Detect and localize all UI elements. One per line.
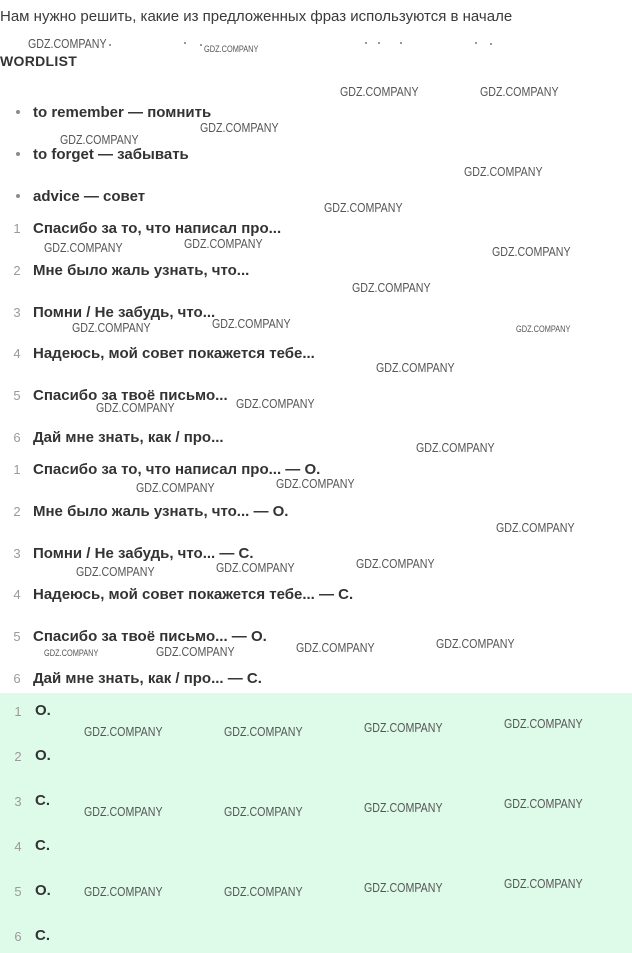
item-number: 1 (13, 461, 21, 477)
watermark: GDZ.COMPANY (72, 320, 151, 335)
bullet (16, 152, 20, 156)
marked-phrase-text: Спасибо за твоё письмо... — O. (33, 627, 267, 645)
watermark: GDZ.COMPANY (504, 796, 583, 811)
watermark: GDZ.COMPANY (496, 520, 575, 535)
wordlist-item-text: to remember — помнить (33, 103, 212, 121)
speck (184, 42, 186, 44)
item-number: 5 (13, 387, 21, 403)
speck (365, 42, 367, 44)
watermark: GDZ.COMPANY (356, 556, 435, 571)
watermark: GDZ.COMPANY (352, 280, 431, 295)
item-number: 4 (13, 586, 21, 602)
watermark: GDZ.COMPANY (376, 360, 455, 375)
answer-value: C. (35, 927, 50, 944)
marked-phrase-text: Надеюсь, мой совет покажется тебе... — C. (33, 585, 354, 603)
answer-number: 2 (14, 749, 22, 764)
speck (378, 42, 380, 44)
marked-phrase-text: Спасибо за то, что написал про... — O. (33, 460, 321, 478)
answer-value: O. (35, 702, 51, 719)
watermark: GDZ.COMPANY (84, 804, 163, 819)
watermark: GDZ.COMPANY (76, 564, 155, 579)
speck (400, 42, 402, 44)
answer-value: O. (35, 747, 51, 764)
item-number: 1 (13, 220, 21, 236)
watermark: GDZ.COMPANY (84, 724, 163, 739)
watermark: GDZ.COMPANY (492, 244, 571, 259)
speck (475, 42, 477, 44)
item-number: 3 (13, 545, 21, 561)
watermark: GDZ.COMPANY (364, 800, 443, 815)
speck (490, 43, 492, 45)
watermark: GDZ.COMPANY (96, 400, 175, 415)
watermark: GDZ.COMPANY (516, 324, 571, 334)
watermark: GDZ.COMPANY (44, 240, 123, 255)
answer-value: O. (35, 882, 51, 899)
watermark: GDZ.COMPANY (156, 644, 235, 659)
watermark: GDZ.COMPANY (212, 316, 291, 331)
bullet (16, 194, 20, 198)
watermark: GDZ.COMPANY (340, 84, 419, 99)
watermark: GDZ.COMPANY (324, 200, 403, 215)
watermark: GDZ.COMPANY (504, 716, 583, 731)
phrase-text: Спасибо за твоё письмо... (33, 386, 228, 404)
phrase-text: Помни / Не забудь, что... (33, 303, 216, 321)
answer-value: C. (35, 792, 50, 809)
watermark: GDZ.COMPANY (504, 876, 583, 891)
marked-phrase-text: Помни / Не забудь, что... — C. (33, 544, 254, 562)
item-number: 2 (13, 503, 21, 519)
watermark: GDZ.COMPANY (480, 84, 559, 99)
watermark: GDZ.COMPANY (224, 884, 303, 899)
watermark: GDZ.COMPANY (364, 720, 443, 735)
item-number: 6 (13, 670, 21, 686)
watermark: GDZ.COMPANY (276, 476, 355, 491)
answer-value: C. (35, 837, 50, 854)
wordlist-heading: WORDLIST (0, 53, 78, 69)
watermark: GDZ.COMPANY (224, 804, 303, 819)
answer-number: 3 (14, 794, 22, 809)
phrase-text: Дай мне знать, как / про... (33, 428, 224, 446)
bullet (16, 110, 20, 114)
speck (109, 44, 111, 46)
watermark: GDZ.COMPANY (436, 636, 515, 651)
watermark: GDZ.COMPANY (364, 880, 443, 895)
wordlist-item-text: to forget — забывать (33, 145, 189, 163)
item-number: 6 (13, 429, 21, 445)
answer-number: 1 (14, 704, 22, 719)
phrase-text: Спасибо за то, что написал про... (33, 219, 282, 237)
item-number: 3 (13, 304, 21, 320)
speck (200, 44, 202, 46)
wordlist-item-text: advice — совет (33, 187, 146, 205)
watermark: GDZ.COMPANY (216, 560, 295, 575)
item-number: 5 (13, 628, 21, 644)
watermark: GDZ.COMPANY (224, 724, 303, 739)
watermark: GDZ.COMPANY (200, 120, 279, 135)
watermark: GDZ.COMPANY (296, 640, 375, 655)
item-number: 4 (13, 345, 21, 361)
watermark: GDZ.COMPANY (60, 132, 139, 147)
watermark: GDZ.COMPANY (236, 396, 315, 411)
watermark: GDZ.COMPANY (184, 236, 263, 251)
item-number: 2 (13, 262, 21, 278)
watermark: GDZ.COMPANY (136, 480, 215, 495)
watermark: GDZ.COMPANY (204, 44, 259, 54)
watermark: GDZ.COMPANY (44, 648, 99, 658)
intro-text: Нам нужно решить, какие из предложенных фраз используются в начале (0, 8, 513, 25)
marked-phrase-text: Мне было жаль узнать, что... — O. (33, 502, 289, 520)
watermark: GDZ.COMPANY (84, 884, 163, 899)
phrase-text: Надеюсь, мой совет покажется тебе... (33, 344, 315, 362)
watermark: GDZ.COMPANY (464, 164, 543, 179)
answer-number: 5 (14, 884, 22, 899)
marked-phrase-text: Дай мне знать, как / про... — C. (33, 669, 262, 687)
answer-number: 6 (14, 929, 22, 944)
watermark: GDZ.COMPANY (416, 440, 495, 455)
phrase-text: Мне было жаль узнать, что... (33, 261, 250, 279)
answer-number: 4 (14, 839, 22, 854)
watermark: GDZ.COMPANY (28, 36, 107, 51)
